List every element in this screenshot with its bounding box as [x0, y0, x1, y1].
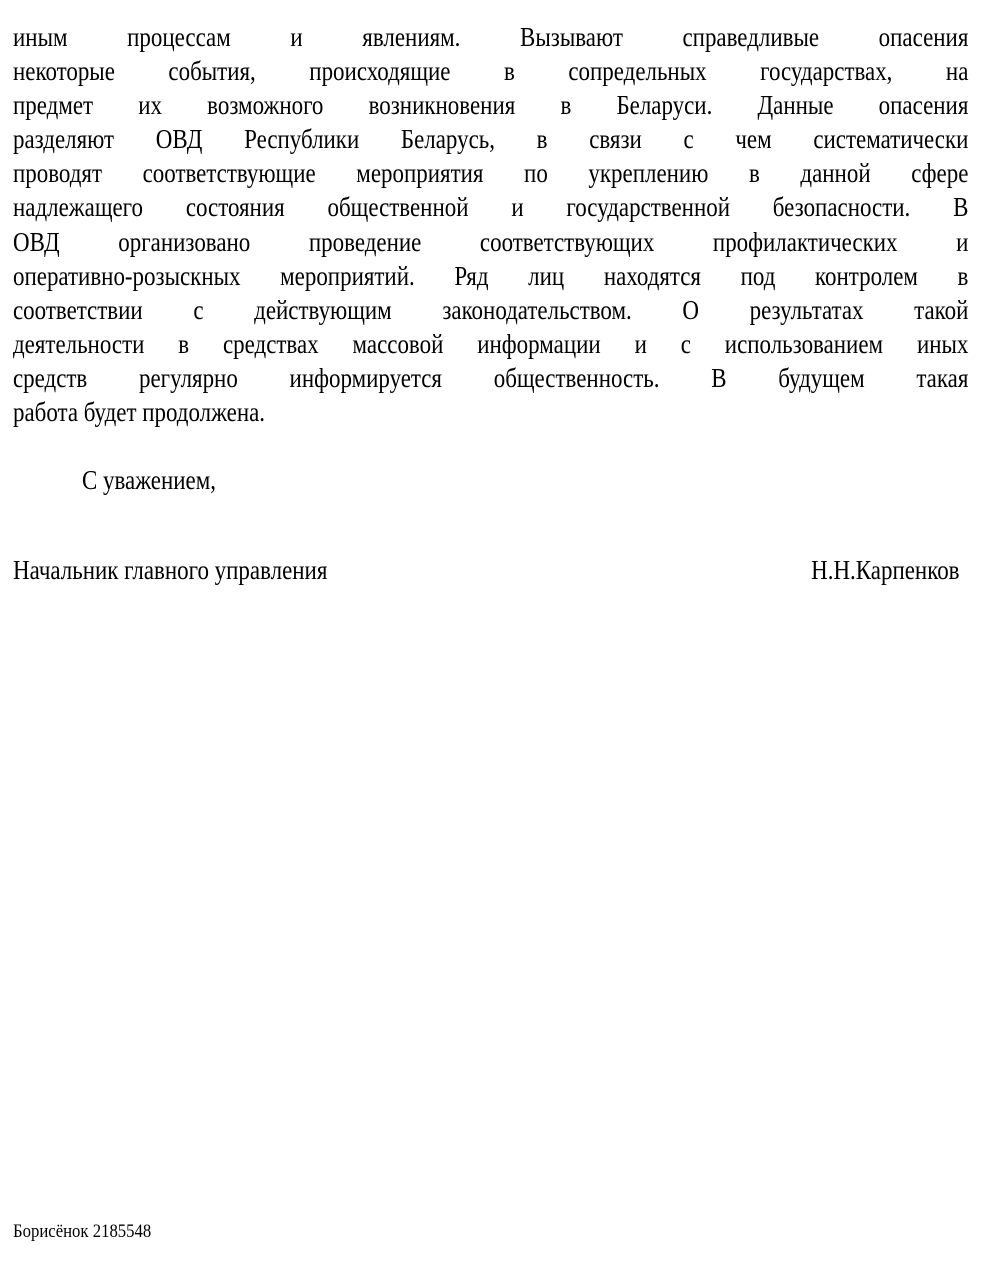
- letter-body-paragraph: [13, 20, 968, 429]
- body-line: средств регулярно информируется общественность. В будущем такая: [13, 362, 969, 393]
- body-line: проводят соответствующие мероприятия по укреплению в данной сфере: [13, 158, 969, 189]
- closing-salutation: С уважением,: [82, 465, 216, 495]
- body-line: соответствии с действующим законодательством. О результатах такой: [13, 294, 969, 325]
- body-line: предмет их возможного возникновения в Беларуси. Данные опасения: [13, 90, 969, 121]
- executor-footer: Борисёнок 2185548: [13, 1221, 152, 1242]
- body-line: ОВД организовано проведение соответствующих профилактических и: [13, 226, 969, 257]
- body-line: деятельности в средствах массовой информации и с использованием иных: [13, 328, 969, 359]
- body-line: некоторые события, происходящие в сопредельных государствах, на: [13, 56, 969, 87]
- body-line: иным процессам и явлениям. Вызывают справедливые опасения: [13, 22, 969, 52]
- signatory-name: Н.Н.Карпенков: [811, 555, 960, 585]
- body-line: разделяют ОВД Республики Беларусь, в связи с чем систематически: [13, 124, 969, 155]
- body-line: оперативно-розыскных мероприятий. Ряд лиц находятся под контролем в: [13, 260, 969, 291]
- body-line: работа будет продолжена.: [13, 397, 266, 428]
- signatory-title: Начальник главного управления: [13, 555, 328, 585]
- body-line: надлежащего состояния общественной и государственной безопасности. В: [13, 192, 969, 223]
